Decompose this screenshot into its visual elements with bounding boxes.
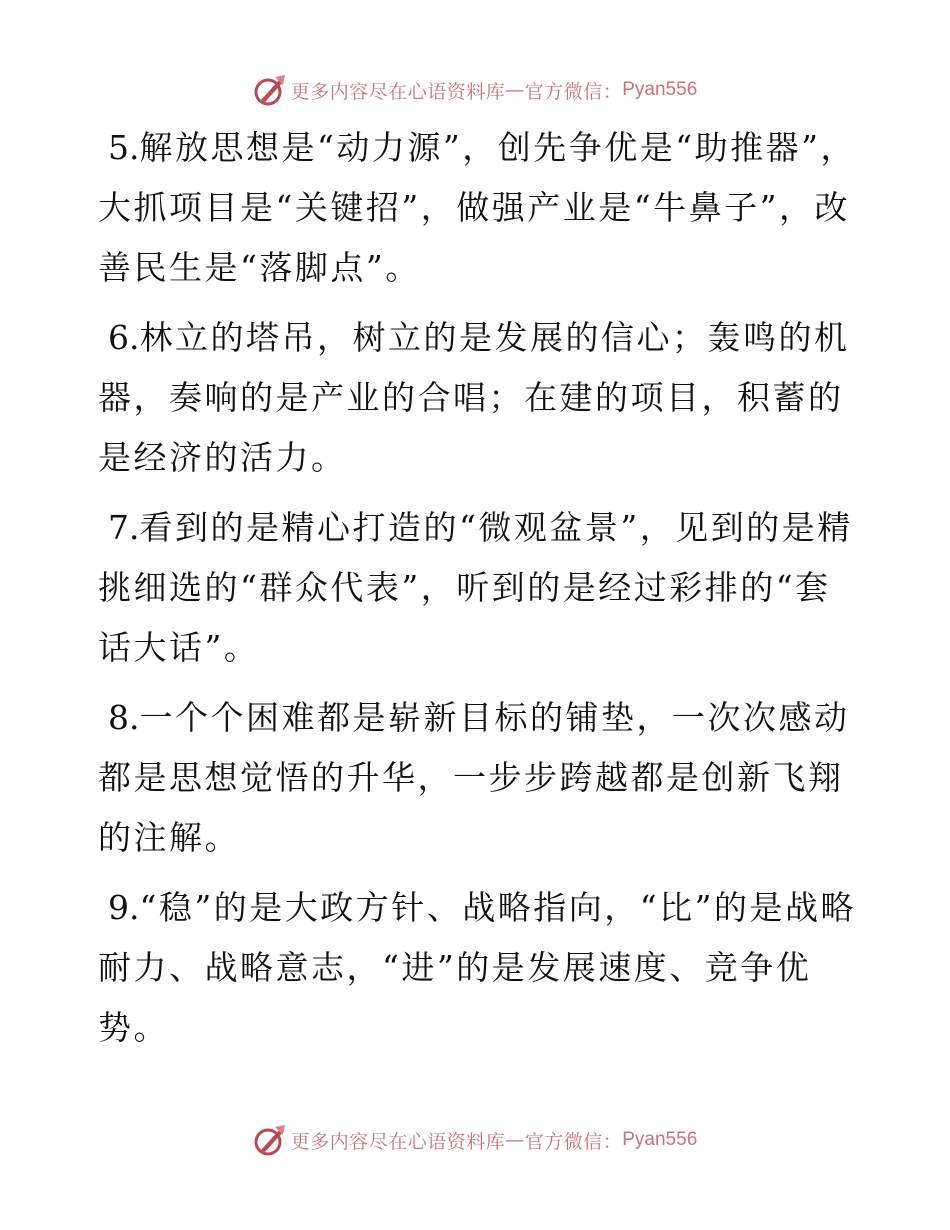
paragraph-text: 林立的塔吊，树立的是发展的信心；轰鸣的机器，奏响的是产业的合唱；在建的项目，积蓄的是经济的活力。 <box>98 318 850 477</box>
banner-title: 更多内容尽在心语资料库 <box>290 80 506 103</box>
quill-logo-icon <box>253 1123 287 1157</box>
banner-wechat-id: Pyan556 <box>622 1129 698 1150</box>
paragraph-7 <box>98 498 858 678</box>
header-watermark-banner <box>0 70 950 110</box>
banner-wechat-label: 官方微信： <box>524 1130 623 1153</box>
banner-separator: — <box>505 1129 525 1151</box>
banner-title: 更多内容尽在心语资料库 <box>290 1130 506 1153</box>
paragraph-text: 一个个困难都是崭新目标的铺垫，一次次感动都是思想觉悟的升华，一步步跨越都是创新飞翔的注解。 <box>98 698 850 857</box>
footer-watermark-banner <box>0 1120 950 1160</box>
paragraph-9 <box>98 878 858 1058</box>
paragraph-number: 5. <box>108 128 140 167</box>
paragraph-text: “稳”的是大政方针、战略指向，“比”的是战略耐力、战略意志，“进”的是发展速度、竞争优势。 <box>98 888 856 1047</box>
paragraph-8 <box>98 688 858 868</box>
paragraph-number: 7. <box>108 508 140 547</box>
banner-wechat-label: 官方微信： <box>524 80 623 103</box>
paragraph-number: 6. <box>108 318 140 357</box>
paragraph-text: 看到的是精心打造的“微观盆景”，见到的是精挑细选的“群众代表”，听到的是经过彩排的“套话大话”。 <box>98 508 853 667</box>
document-body <box>98 118 858 1068</box>
banner-separator: — <box>505 79 525 101</box>
paragraph-number: 8. <box>108 698 140 737</box>
banner-wechat-id: Pyan556 <box>622 79 698 100</box>
quill-logo-icon <box>253 73 287 107</box>
paragraph-5 <box>98 118 858 298</box>
paragraph-number: 9. <box>108 888 140 927</box>
paragraph-6 <box>98 308 858 488</box>
paragraph-text: 解放思想是“动力源”，创先争优是“助推器”，大抓项目是“关键招”，做强产业是“牛鼻子”，改善民生是“落脚点”。 <box>98 128 856 287</box>
